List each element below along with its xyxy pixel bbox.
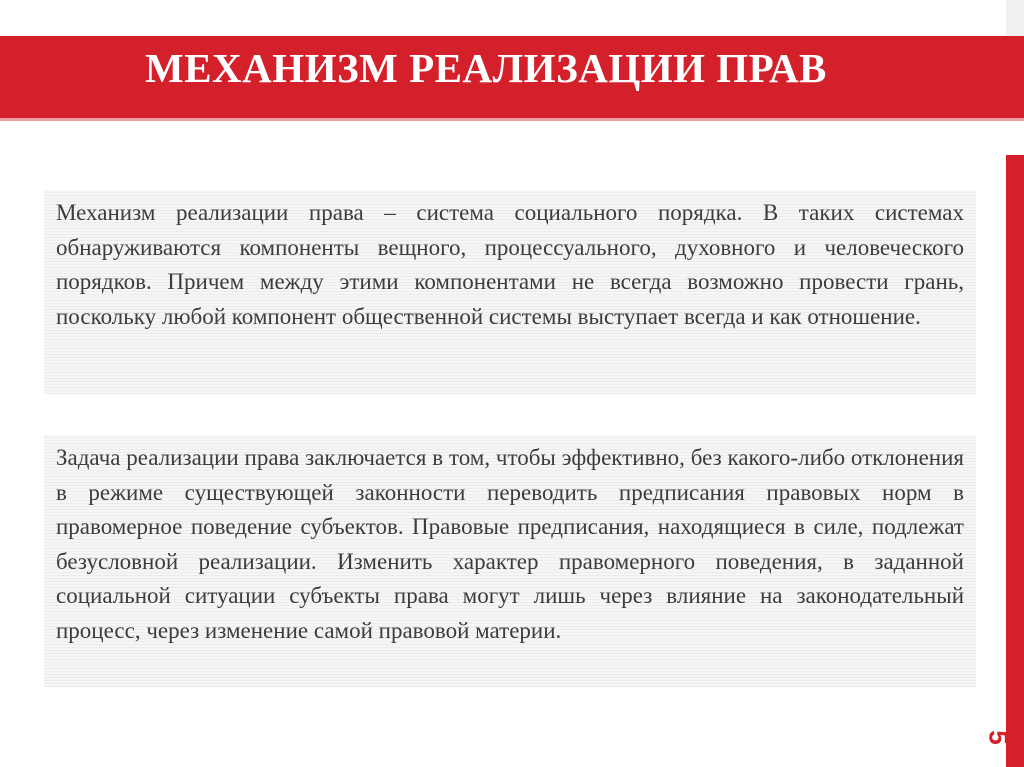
paragraph-2: Задача реализации права заключается в том, чтобы эффективно, без какого-либо отклонения в режиме существующей законности переводить предписания правовых норм в правомерное поведение субъектов. Правовые предписания, находящиеся в силе, подлежат безусловной реализации. Изменить характер правомерного поведения, в заданной социальной ситуации субъекты права могут лишь через влияние на законодательный процесс, через изменение самой правовой материи. [56, 445, 964, 643]
top-right-stripe [1006, 0, 1024, 36]
text-block-2 [44, 435, 976, 687]
page-number: 5 [983, 730, 1014, 745]
right-accent-bar [1006, 155, 1024, 767]
text-block-1 [44, 190, 976, 394]
paragraph-1: Механизм реализации права – система социального порядка. В таких системах обнаруживаются компоненты вещного, процессуального, духовного и человеческого порядков. Причем между этими компонентами не всегда возможно провести грань, поскольку любой компонент общественной системы выступает всегда и как отношение. [56, 200, 964, 329]
slide-title: МЕХАНИЗМ РЕАЛИЗАЦИИ ПРАВ [145, 45, 827, 91]
